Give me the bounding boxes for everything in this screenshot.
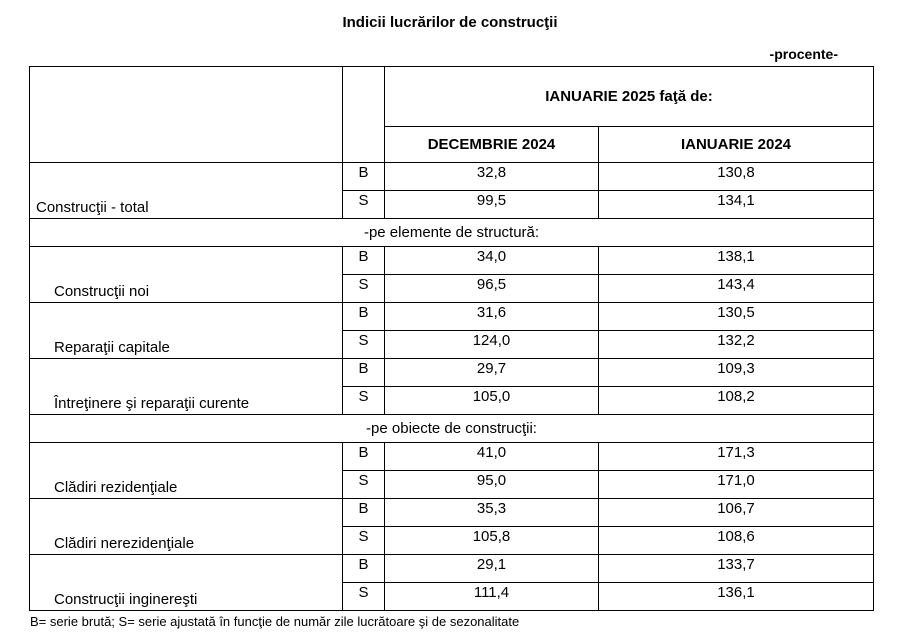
section-row xyxy=(30,415,874,443)
series-type: B xyxy=(343,303,385,331)
table-row xyxy=(30,555,874,583)
value-cell: 41,0 xyxy=(385,443,599,471)
value-cell: 133,7 xyxy=(599,555,874,583)
value-cell: 105,8 xyxy=(385,527,599,555)
series-type: B xyxy=(343,555,385,583)
table-row xyxy=(30,359,874,387)
construction-index-table xyxy=(29,66,874,611)
series-type: S xyxy=(343,331,385,359)
series-type: B xyxy=(343,359,385,387)
row-label-reparatii: Reparaţii capitale xyxy=(30,303,343,359)
value-cell: 108,2 xyxy=(599,387,874,415)
table-row xyxy=(30,247,874,275)
value-cell: 136,1 xyxy=(599,583,874,611)
value-cell: 124,0 xyxy=(385,331,599,359)
row-label-inginereşti: Construcţii inginereşti xyxy=(30,555,343,611)
value-cell: 130,8 xyxy=(599,163,874,191)
value-cell: 29,1 xyxy=(385,555,599,583)
table-title: Indicii lucrărilor de construcţii xyxy=(342,14,558,31)
value-cell: 171,0 xyxy=(599,471,874,499)
series-type: S xyxy=(343,275,385,303)
header-group: IANUARIE 2025 faţă de: xyxy=(385,67,874,127)
value-cell: 35,3 xyxy=(385,499,599,527)
table-row xyxy=(30,303,874,331)
value-cell: 31,6 xyxy=(385,303,599,331)
value-cell: 111,4 xyxy=(385,583,599,611)
row-label-total: Construcţii - total xyxy=(30,163,343,219)
value-cell: 109,3 xyxy=(599,359,874,387)
header-empty-type xyxy=(343,67,385,163)
series-type: S xyxy=(343,527,385,555)
section-structura: -pe elemente de structură: xyxy=(30,219,874,247)
unit-label: -procente- xyxy=(769,46,838,62)
value-cell: 143,4 xyxy=(599,275,874,303)
value-cell: 105,0 xyxy=(385,387,599,415)
value-cell: 32,8 xyxy=(385,163,599,191)
section-obiecte: -pe obiecte de construcţii: xyxy=(30,415,874,443)
value-cell: 108,6 xyxy=(599,527,874,555)
header-empty-label xyxy=(30,67,343,163)
row-label-noi: Construcţii noi xyxy=(30,247,343,303)
value-cell: 34,0 xyxy=(385,247,599,275)
value-cell: 99,5 xyxy=(385,191,599,219)
table-row xyxy=(30,443,874,471)
series-type: B xyxy=(343,247,385,275)
value-cell: 106,7 xyxy=(599,499,874,527)
series-type: S xyxy=(343,191,385,219)
header-col-dec: DECEMBRIE 2024 xyxy=(385,127,599,163)
series-type: S xyxy=(343,471,385,499)
table-row xyxy=(30,163,874,191)
series-type: B xyxy=(343,499,385,527)
value-cell: 96,5 xyxy=(385,275,599,303)
value-cell: 95,0 xyxy=(385,471,599,499)
series-type: S xyxy=(343,387,385,415)
value-cell: 138,1 xyxy=(599,247,874,275)
value-cell: 29,7 xyxy=(385,359,599,387)
table-row xyxy=(30,499,874,527)
row-label-rezidentiale: Clădiri rezidenţiale xyxy=(30,443,343,499)
header-col-ian: IANUARIE 2024 xyxy=(599,127,874,163)
row-label-nerezidentiale: Clădiri nerezidenţiale xyxy=(30,499,343,555)
series-type: S xyxy=(343,583,385,611)
value-cell: 134,1 xyxy=(599,191,874,219)
value-cell: 130,5 xyxy=(599,303,874,331)
footnote: B= serie brută; S= serie ajustată în funcţie de număr zile lucrătoare şi de sezonalitate xyxy=(30,614,520,629)
series-type: B xyxy=(343,163,385,191)
value-cell: 132,2 xyxy=(599,331,874,359)
series-type: B xyxy=(343,443,385,471)
section-row xyxy=(30,219,874,247)
row-label-intretinere: Întreţinere şi reparaţii curente xyxy=(30,359,343,415)
value-cell: 171,3 xyxy=(599,443,874,471)
